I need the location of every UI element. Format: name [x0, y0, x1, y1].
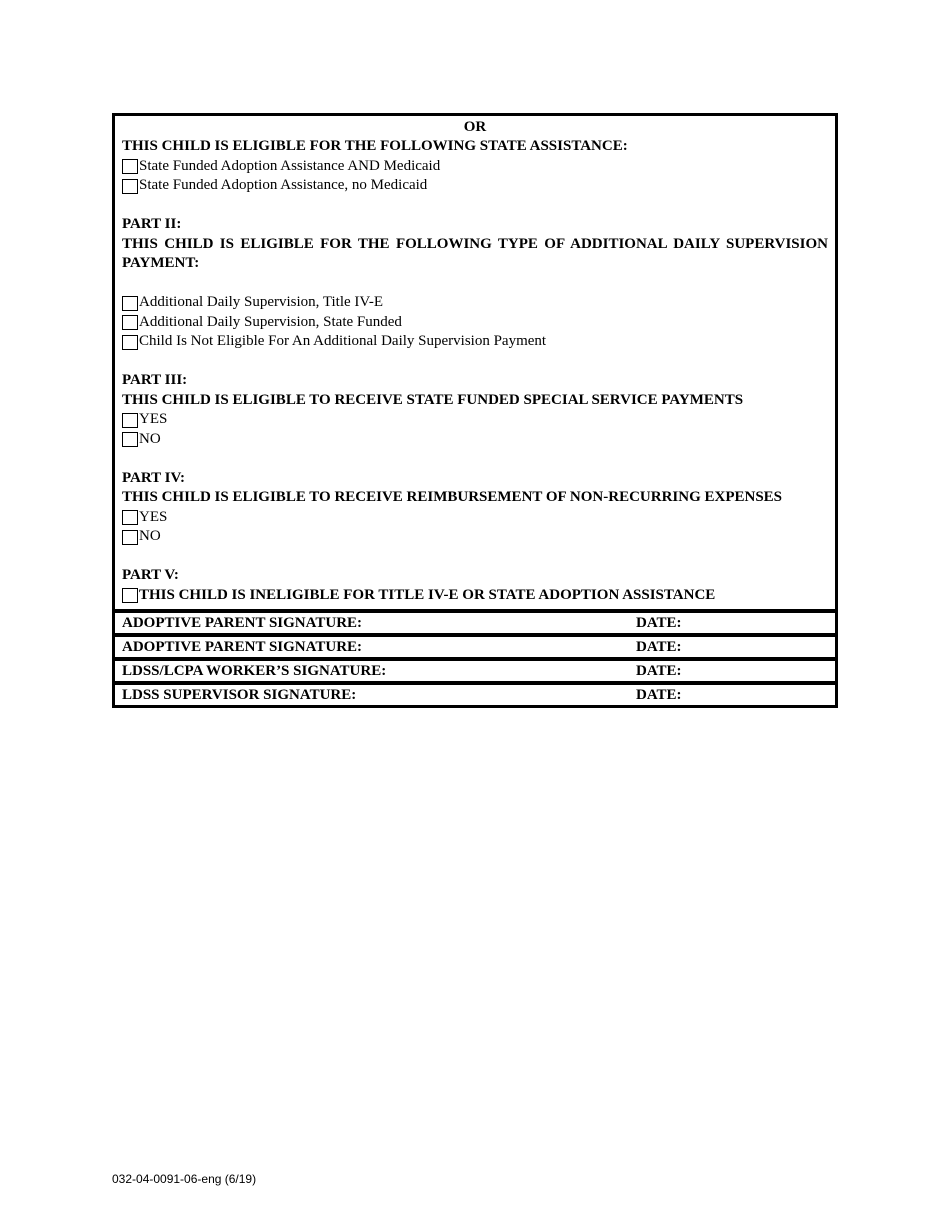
option-label: Additional Daily Supervision, Title IV-E: [139, 294, 384, 310]
part2-label: PART II:: [122, 216, 182, 232]
option-supervision-state-funded: [122, 313, 828, 333]
option-label: NO: [139, 528, 161, 544]
option-label: Child Is Not Eligible For An Additional Daily Supervision Payment: [139, 333, 547, 349]
option-state-adoption-medicaid: [122, 157, 828, 177]
date-label: DATE:: [636, 662, 682, 679]
state-assistance-heading: THIS CHILD IS ELIGIBLE FOR THE FOLLOWING STATE ASSISTANCE:: [122, 138, 628, 154]
part2-heading: THIS CHILD IS ELIGIBLE FOR THE FOLLOWING TYPE OF ADDITIONAL DAILY SUPERVISION PAYMENT:: [122, 235, 828, 271]
part4-heading: THIS CHILD IS ELIGIBLE TO RECEIVE REIMBURSEMENT OF NON-RECURRING EXPENSES: [122, 489, 783, 505]
option-label: YES: [139, 508, 168, 525]
signature-row[interactable]: [115, 681, 835, 705]
option-part4-no: [122, 527, 828, 547]
checkbox[interactable]: [122, 432, 138, 447]
checkbox[interactable]: [122, 588, 138, 603]
option-supervision-title-ive: [122, 293, 828, 313]
option-part3-yes: [122, 410, 828, 430]
option-part4-yes: [122, 508, 828, 528]
option-part3-no: [122, 430, 828, 450]
option-label: YES: [139, 411, 168, 427]
option-state-adoption-no-medicaid: [122, 176, 828, 196]
part3-heading: THIS CHILD IS ELIGIBLE TO RECEIVE STATE FUNDED SPECIAL SERVICE PAYMENTS: [122, 391, 744, 408]
option-label: NO: [139, 430, 161, 447]
option-part5-ineligible: [122, 586, 828, 606]
option-label: Additional Daily Supervision, State Funded: [139, 313, 402, 330]
option-label: State Funded Adoption Assistance AND Medicaid: [139, 157, 441, 174]
eligibility-section: [115, 116, 835, 609]
checkbox[interactable]: [122, 179, 138, 194]
or-label: OR: [463, 119, 487, 135]
option-label: THIS CHILD IS INELIGIBLE FOR TITLE IV-E OR STATE ADOPTION ASSISTANCE: [139, 586, 716, 603]
checkbox[interactable]: [122, 315, 138, 330]
form-number-footer: 032-04-0091-06-eng (6/19): [112, 1172, 257, 1186]
signature-row[interactable]: [115, 633, 835, 657]
checkbox[interactable]: [122, 510, 138, 525]
date-label: DATE:: [636, 614, 682, 631]
signature-label: ADOPTIVE PARENT SIGNATURE:: [122, 638, 363, 655]
signature-label: LDSS/LCPA WORKER’S SIGNATURE:: [122, 662, 387, 679]
date-label: DATE:: [636, 686, 682, 703]
checkbox[interactable]: [122, 530, 138, 545]
part4-label: PART IV:: [122, 469, 185, 486]
checkbox[interactable]: [122, 159, 138, 174]
signature-label: LDSS SUPERVISOR SIGNATURE:: [122, 686, 357, 703]
option-supervision-not-eligible: [122, 332, 828, 352]
checkbox[interactable]: [122, 335, 138, 350]
signature-row[interactable]: [115, 657, 835, 681]
part5-label: PART V:: [122, 567, 179, 583]
checkbox[interactable]: [122, 413, 138, 428]
option-label: State Funded Adoption Assistance, no Medicaid: [139, 177, 428, 193]
signature-row[interactable]: [115, 609, 835, 633]
checkbox[interactable]: [122, 296, 138, 311]
part3-label: PART III:: [122, 372, 188, 388]
date-label: DATE:: [636, 638, 682, 655]
adoption-assistance-form: [112, 113, 838, 708]
signature-label: ADOPTIVE PARENT SIGNATURE:: [122, 614, 363, 631]
